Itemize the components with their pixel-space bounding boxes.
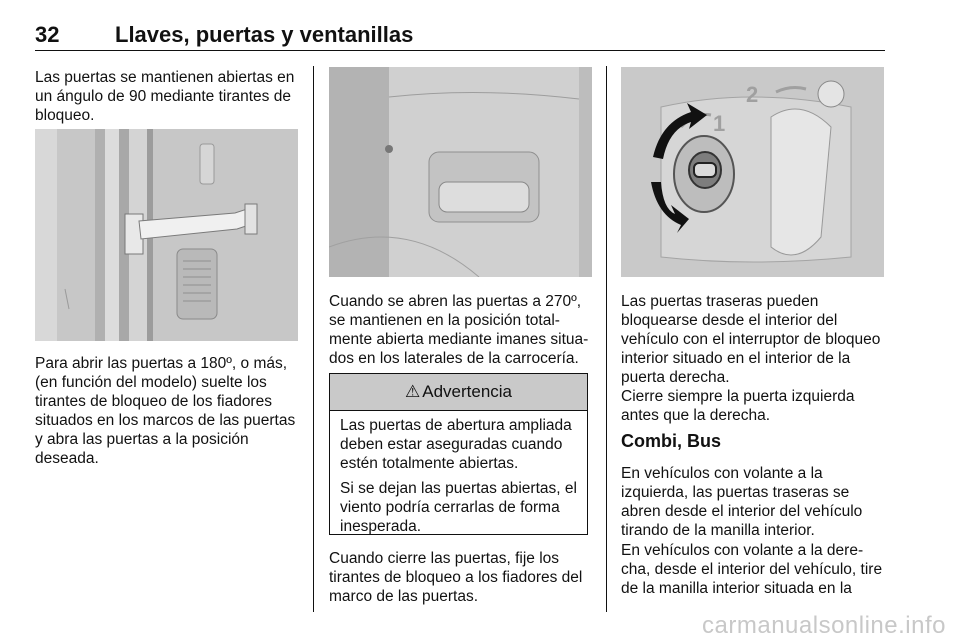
page-header [35, 22, 885, 50]
col3-paragraph-2: Cierre siempre la puerta izquierda antes que la derecha. [621, 388, 855, 424]
warning-triangle-icon: ⚠ [404, 382, 421, 401]
warning-title: Advertencia [422, 382, 513, 401]
figure-label-2: 2 [746, 82, 759, 107]
chapter-title: Llaves, puertas y ventanillas [115, 22, 414, 47]
column-divider-2 [606, 66, 607, 612]
figure-door-check-strap [35, 129, 298, 341]
warning-paragraph-1: Las puertas de abertura ampliada deben estar aseguradas cuando estén totalmente abiertas. [340, 417, 572, 472]
figure-door-magnet [329, 67, 592, 277]
door-magnet-illustration [329, 67, 592, 277]
col3-paragraph-1: Las puertas traseras pueden bloquearse desde el interior del vehículo con el interruptor de bloqueo interior situado en el interior de la puerta derecha. [621, 293, 881, 386]
door-check-strap-illustration [35, 129, 298, 341]
warning-paragraph-2: Si se dejan las puertas abiertas, el viento podría cerrarlas de forma inesperada. [340, 480, 577, 535]
watermark-text: carmanualsonline.info [702, 612, 946, 639]
column-divider-1 [313, 66, 314, 612]
col3-paragraph-3: En vehículos con volante a la izquierda, las puertas traseras se abren desde el interior del vehículo tirando de la manilla interior. [621, 465, 863, 539]
page-number: 32 [35, 22, 60, 47]
warning-box [329, 373, 588, 535]
figure-label-1: 1 [713, 111, 726, 136]
figure-interior-lock-switch [621, 67, 884, 277]
section-heading-combi-bus: Combi, Bus [621, 431, 722, 451]
header-rule [35, 50, 885, 51]
col1-paragraph-2: Para abrir las puertas a 180º, o más, (en función del modelo) suelte los tirantes de bloqueo de los fiadores situados en los marcos de las puertas y abra las puertas a la posición deseada. [35, 355, 296, 467]
warning-body [340, 416, 580, 542]
warning-header [330, 374, 587, 411]
col2-paragraph-1: Cuando se abren las puertas a 270º, se mantienen en la posición total-mente abierta mediante imanes situa-dos en los laterales de la carrocería. [329, 293, 589, 367]
col2-paragraph-2: Cuando cierre las puertas, fije los tirantes de bloqueo a los fiadores del marco de las puertas. [329, 550, 583, 605]
col3-paragraph-4: En vehículos con volante a la dere-cha, desde el interior del vehículo, tire de la manilla interior situada en la [621, 542, 883, 597]
interior-lock-switch-illustration [621, 67, 884, 277]
col1-paragraph-1: Las puertas se mantienen abiertas en un ángulo de 90 mediante tirantes de bloqueo. [35, 69, 295, 124]
